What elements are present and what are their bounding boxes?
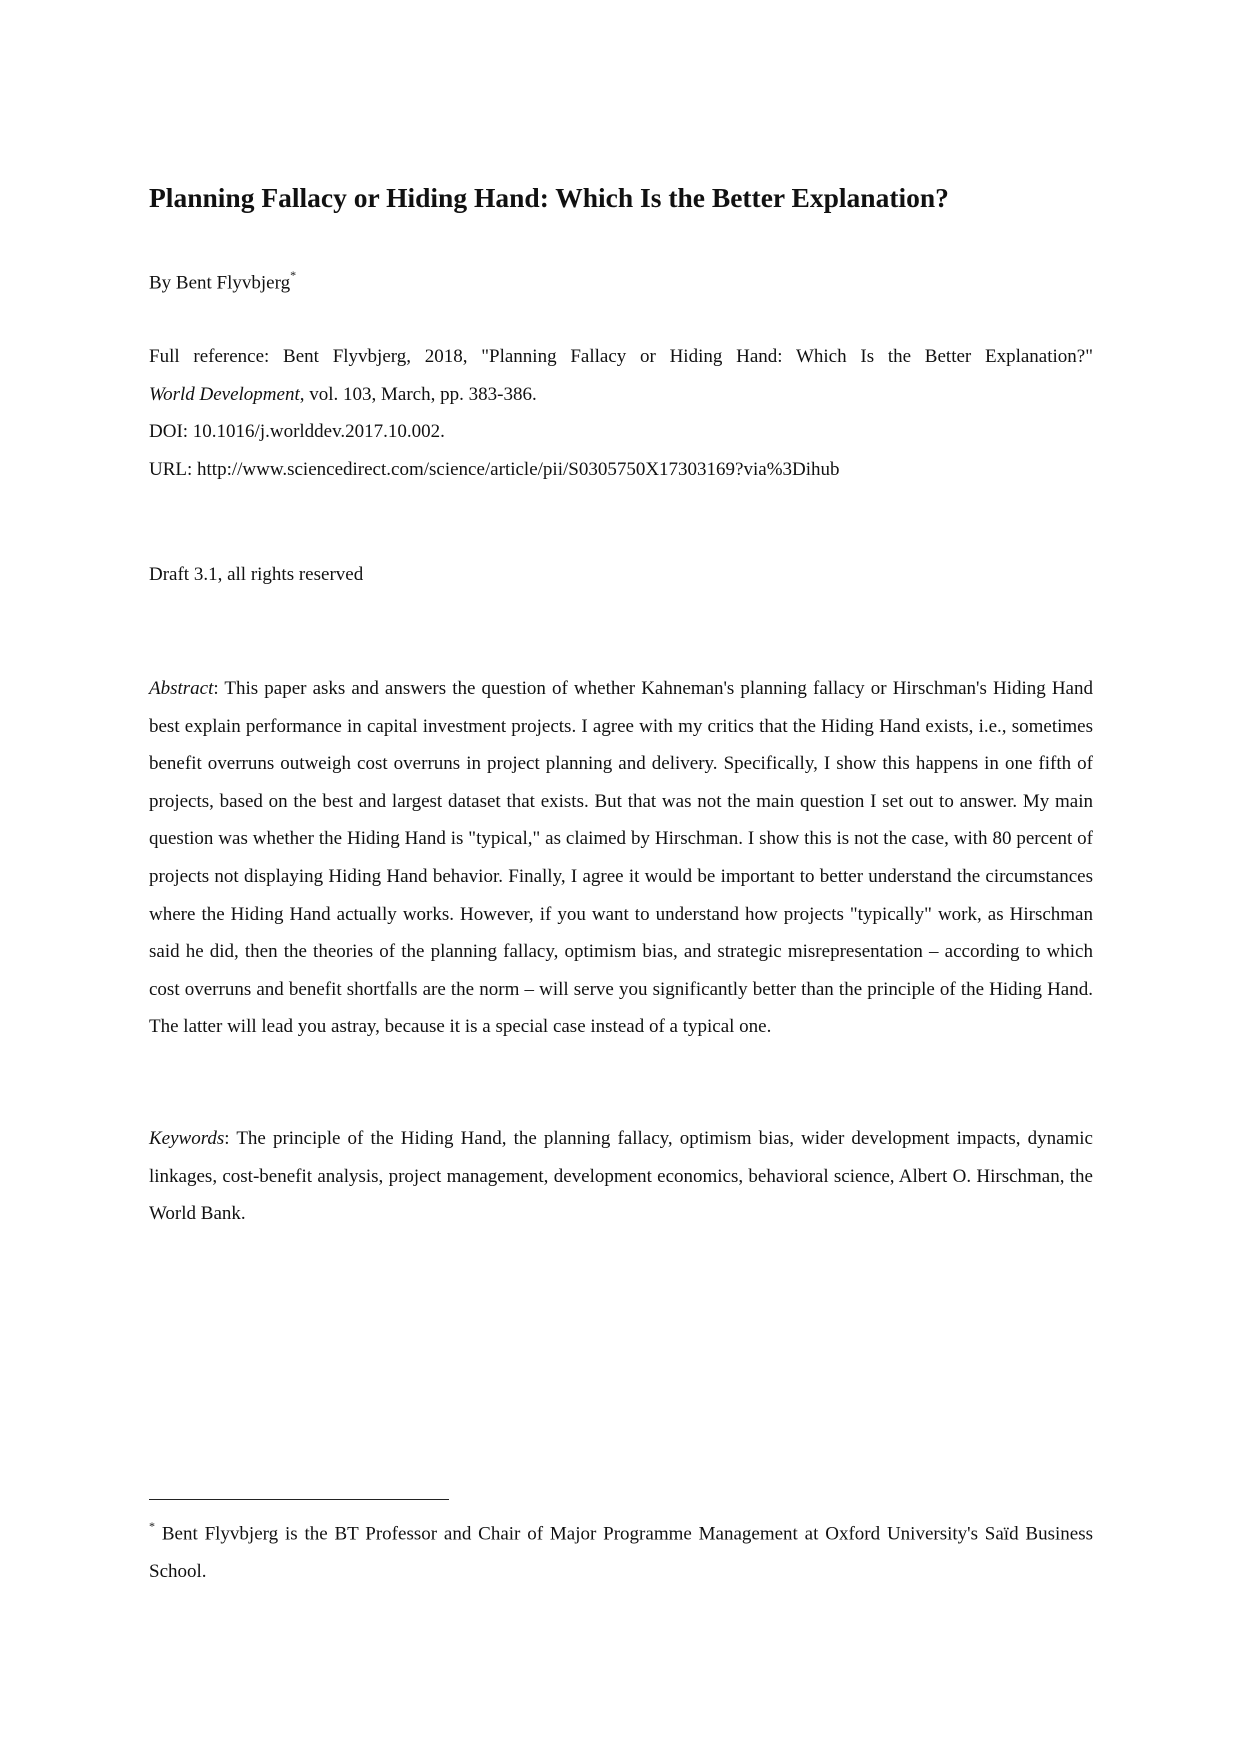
reference-journal-line xyxy=(149,376,1093,414)
abstract-paragraph xyxy=(149,670,1093,1046)
paper-title: Planning Fallacy or Hiding Hand: Which Is the Better Explanation? xyxy=(149,182,949,213)
reference-volume: , vol. 103, March, pp. 383-386. xyxy=(299,383,537,405)
footnote-marker: * xyxy=(149,1519,155,1533)
author-footnote-marker: * xyxy=(290,268,297,282)
keywords-text: : The principle of the Hiding Hand, the planning fallacy, optimism bias, wider development impacts, dynamic linkages, cost-benefit analysis, project management, development economics, behavioral science, Albert O. Hirschman, the World Bank. xyxy=(149,1128,1093,1225)
author-byline xyxy=(149,263,296,297)
full-reference xyxy=(149,338,1093,488)
abstract-label: Abstract xyxy=(149,678,214,699)
draft-notice: Draft 3.1, all rights reserved xyxy=(149,564,364,585)
reference-line: Full reference: Bent Flyvbjerg, 2018, "Planning Fallacy or Hiding Hand: Which Is the Better Explanation?" xyxy=(149,346,1093,367)
footnote-text: Bent Flyvbjerg is the BT Professor and Chair of Major Programme Management at Oxford University's Saïd Business School. xyxy=(149,1523,1093,1582)
doi-line: DOI: 10.1016/j.worlddev.2017.10.002. xyxy=(149,421,445,442)
keywords-paragraph xyxy=(149,1120,1093,1233)
author-name: By Bent Flyvbjerg xyxy=(149,272,291,294)
url-line: URL: http://www.sciencedirect.com/science/article/pii/S0305750X17303169?via%3Dihub xyxy=(149,458,840,480)
keywords-label: Keywords xyxy=(149,1128,225,1149)
author-footnote xyxy=(149,1510,1093,1591)
journal-name: World Development xyxy=(149,383,300,405)
abstract-text: : This paper asks and answers the question of whether Kahneman's planning fallacy or Hirschman's Hiding Hand best explain performance in capital investment projects. I agree with my critics that the Hiding Hand exists, i.e., sometimes benefit overruns outweigh cost overruns in project planning and delivery. Specifically, I show this happens in one fifth of projects, based on the best and largest dataset that exists. But that was not the main question I set out to answer. My main question was whether the Hiding Hand is "typical," as claimed by Hirschman. I show this is not the case, with 80 percent of projects not displaying Hiding Hand behavior. Finally, I agree it would be important to better understand the circumstances where the Hiding Hand actually works. However, if you want to understand how projects "typically" work, as Hirschman said he did, then the theories of the planning fallacy, optimism bias, and strategic misrepresentation – according to which cost overruns and benefit shortfalls are the norm – will serve you significantly better than the principle of the Hiding Hand. The latter will lead you astray, because it is a special case instead of a typical one. xyxy=(149,678,1093,1038)
footnote-divider xyxy=(149,1499,449,1500)
